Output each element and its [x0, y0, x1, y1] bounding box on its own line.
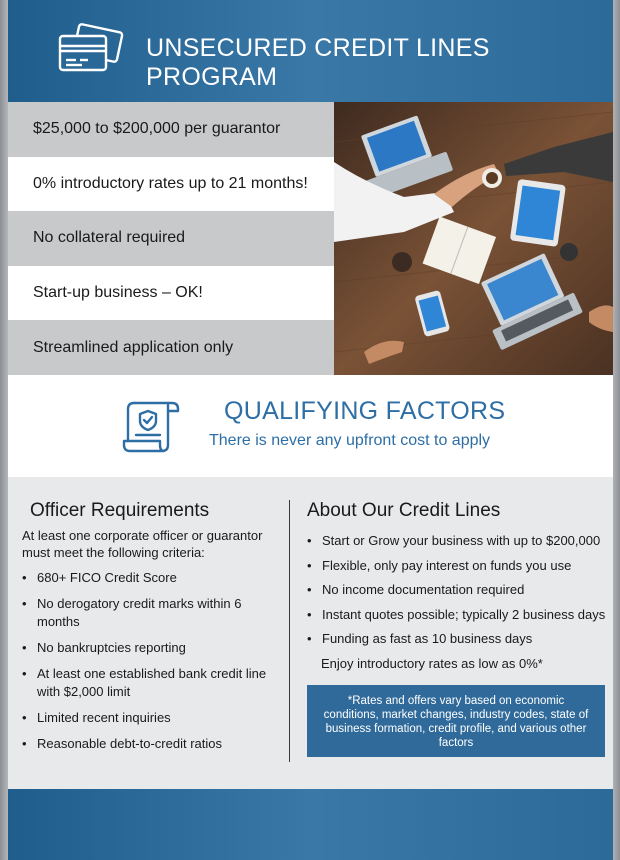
list-item: • Instant quotes possible; typically 2 business days: [307, 606, 607, 624]
qualifying-subtitle: There is never any upfront cost to apply: [209, 432, 491, 449]
feature-item: No collateral required: [8, 211, 334, 266]
disclaimer-note: *Rates and offers vary based on economic conditions, market changes, industry codes, state of business formation, credit profile, and various other factors: [307, 685, 605, 757]
list-item: • 680+ FICO Credit Score: [22, 569, 282, 587]
officer-criteria-list: [22, 569, 282, 761]
details-section: [8, 477, 613, 789]
column-divider: [289, 500, 290, 762]
list-item: • No bankruptcies reporting: [22, 639, 282, 657]
qualifying-title: QUALIFYING FACTORS: [224, 397, 506, 425]
credit-cards-icon: [56, 22, 126, 78]
list-item: • Reasonable debt-to-credit ratios: [22, 735, 282, 753]
list-item: • No derogatory credit marks within 6 months: [22, 595, 282, 631]
list-item: • Flexible, only pay interest on funds you use: [307, 557, 607, 575]
credit-lines-list: [307, 532, 607, 655]
officer-requirements-title: Officer Requirements: [30, 500, 210, 521]
intro-rate-text: Enjoy introductory rates as low as 0%*: [321, 656, 543, 671]
feature-item: $25,000 to $200,000 per guarantor: [8, 102, 334, 157]
list-item: • At least one established bank credit line with $2,000 limit: [22, 665, 282, 701]
document-shield-icon: [120, 397, 182, 455]
flyer-page: [8, 0, 613, 860]
list-item: • Funding as fast as 10 business days: [307, 630, 607, 648]
officer-intro: At least one corporate officer or guarantor must meet the following criteria:: [22, 528, 263, 560]
feature-item: Streamlined application only: [8, 320, 334, 375]
meeting-illustration: [334, 102, 613, 375]
about-credit-lines-title: About Our Credit Lines: [307, 500, 501, 521]
footer-banner: [8, 789, 613, 860]
header-banner: [8, 0, 613, 102]
qualifying-section: [8, 375, 613, 477]
list-item: • Start or Grow your business with up to $200,000: [307, 532, 607, 550]
business-meeting-photo: [334, 102, 613, 375]
list-item: • Limited recent inquiries: [22, 709, 282, 727]
list-item: • No income documentation required: [307, 581, 607, 599]
page-title: UNSECURED CREDIT LINES PROGRAM: [146, 34, 490, 91]
feature-item: 0% introductory rates up to 21 months!: [8, 157, 334, 212]
feature-item: Start-up business – OK!: [8, 266, 334, 321]
feature-list: [8, 102, 334, 375]
